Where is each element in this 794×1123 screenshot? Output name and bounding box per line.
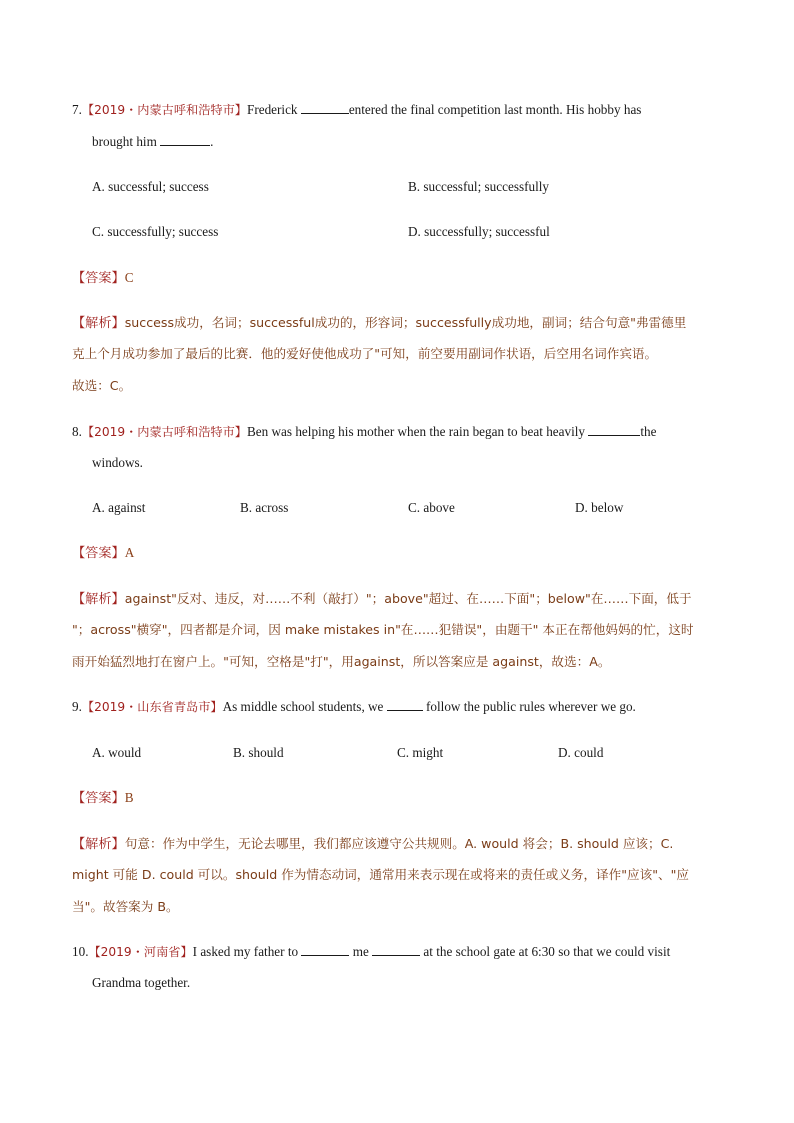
question-text: follow the public rules wherever we go. [426, 699, 636, 714]
question-10-stem-line-1 [72, 942, 732, 962]
question-number: 9. [72, 699, 82, 714]
question-text: As middle school students, we [222, 699, 384, 714]
question-number: 10. [72, 944, 89, 959]
question-number: 7. [72, 102, 82, 117]
option-b: B. should [233, 745, 284, 760]
question-7-stem-line-2 [92, 132, 752, 152]
question-text: . [210, 134, 214, 149]
answer-value: B [124, 790, 134, 805]
analysis-line-1 [72, 834, 732, 855]
option-b: B. across [240, 500, 289, 515]
option-c: C. successfully; success [92, 224, 219, 239]
analysis-line-3: 当"。故答案为 B。 [72, 899, 179, 914]
option-a: A. successful; success [92, 179, 209, 194]
option-d: D. could [558, 745, 604, 760]
answer-line [72, 543, 732, 564]
question-source: 【2019・山东省青岛市】 [81, 700, 223, 714]
question-text: at the school gate at 6:30 so that we could visit [423, 944, 671, 959]
answer-value: C [124, 270, 134, 285]
answer-tag: 【答案】 [72, 791, 125, 806]
analysis-tag: 【解析】 [72, 316, 125, 331]
analysis-text: success成功，名词；successful成功的，形容词；successfully成功地，副词；结合句意"弗雷德里 [124, 315, 687, 330]
analysis-line-2: might 可能 D. could 可以。should 作为情态动词，通常用来表示现在或将来的责任或义务，译作"应该"、"应 [72, 867, 689, 882]
question-source: 【2019・内蒙古呼和浩特市】 [81, 425, 247, 439]
option-d: D. successfully; successful [408, 224, 550, 239]
answer-blank [387, 698, 423, 711]
option-a: A. against [92, 500, 146, 515]
analysis-line-3: 故选：C。 [72, 378, 132, 393]
analysis-text: against"反对、违反，对……不利（敲打）"；above"超过、在……下面"；below"在……下面，低于 [124, 591, 692, 606]
answer-blank [372, 943, 420, 956]
answer-value: A [124, 545, 135, 560]
option-b: B. successful; successfully [408, 179, 550, 194]
option-a: A. would [92, 745, 142, 760]
question-10-stem-line-2: Grandma together. [92, 975, 191, 990]
analysis-tag: 【解析】 [72, 592, 125, 607]
option-c: C. above [408, 500, 455, 515]
question-text: Frederick [246, 102, 298, 117]
analysis-line-1 [72, 589, 732, 610]
answer-blank [301, 943, 349, 956]
question-text: the [640, 424, 657, 439]
question-7-stem-line-1 [72, 100, 722, 120]
answer-blank [301, 101, 349, 114]
option-d: D. below [575, 500, 624, 515]
option-c: C. might [397, 745, 444, 760]
analysis-line-3: 雨开始猛烈地打在窗户上。"可知，空格是"打"，用against，所以答案应是 against，故选：A。 [72, 654, 611, 669]
answer-tag: 【答案】 [72, 271, 125, 286]
analysis-line-2: "；across"横穿"，四者都是介词，因 make mistakes in"在……犯错误"，由题干" 本正在帮他妈妈的忙，这时 [72, 622, 694, 637]
question-8-stem-line-1 [72, 422, 722, 442]
question-text: Ben was helping his mother when the rain began to beat heavily [246, 424, 586, 439]
answer-blank [588, 423, 640, 436]
question-9-stem-line-1 [72, 697, 732, 717]
question-text: me [352, 944, 369, 959]
answer-blank [160, 133, 210, 146]
answer-line [72, 268, 732, 289]
analysis-line-1 [72, 313, 732, 334]
analysis-tag: 【解析】 [72, 837, 125, 852]
question-text: entered the final competition last month. His hobby has [348, 102, 642, 117]
question-text: brought him [92, 134, 157, 149]
question-number: 8. [72, 424, 82, 439]
analysis-text: 句意：作为中学生，无论去哪里，我们都应该遵守公共规则。A. would 将会；B. should 应该；C. [124, 836, 674, 851]
question-source: 【2019・河南省】 [88, 945, 193, 959]
analysis-line-2: 克上个月成功参加了最后的比赛．他的爱好使他成功了"可知，前空要用副词作状语，后空用名词作宾语。 [72, 346, 658, 361]
question-8-stem-line-2: windows. [92, 455, 143, 470]
question-source: 【2019・内蒙古呼和浩特市】 [81, 103, 247, 117]
answer-tag: 【答案】 [72, 546, 125, 561]
question-text: I asked my father to [192, 944, 299, 959]
answer-line [72, 788, 732, 809]
